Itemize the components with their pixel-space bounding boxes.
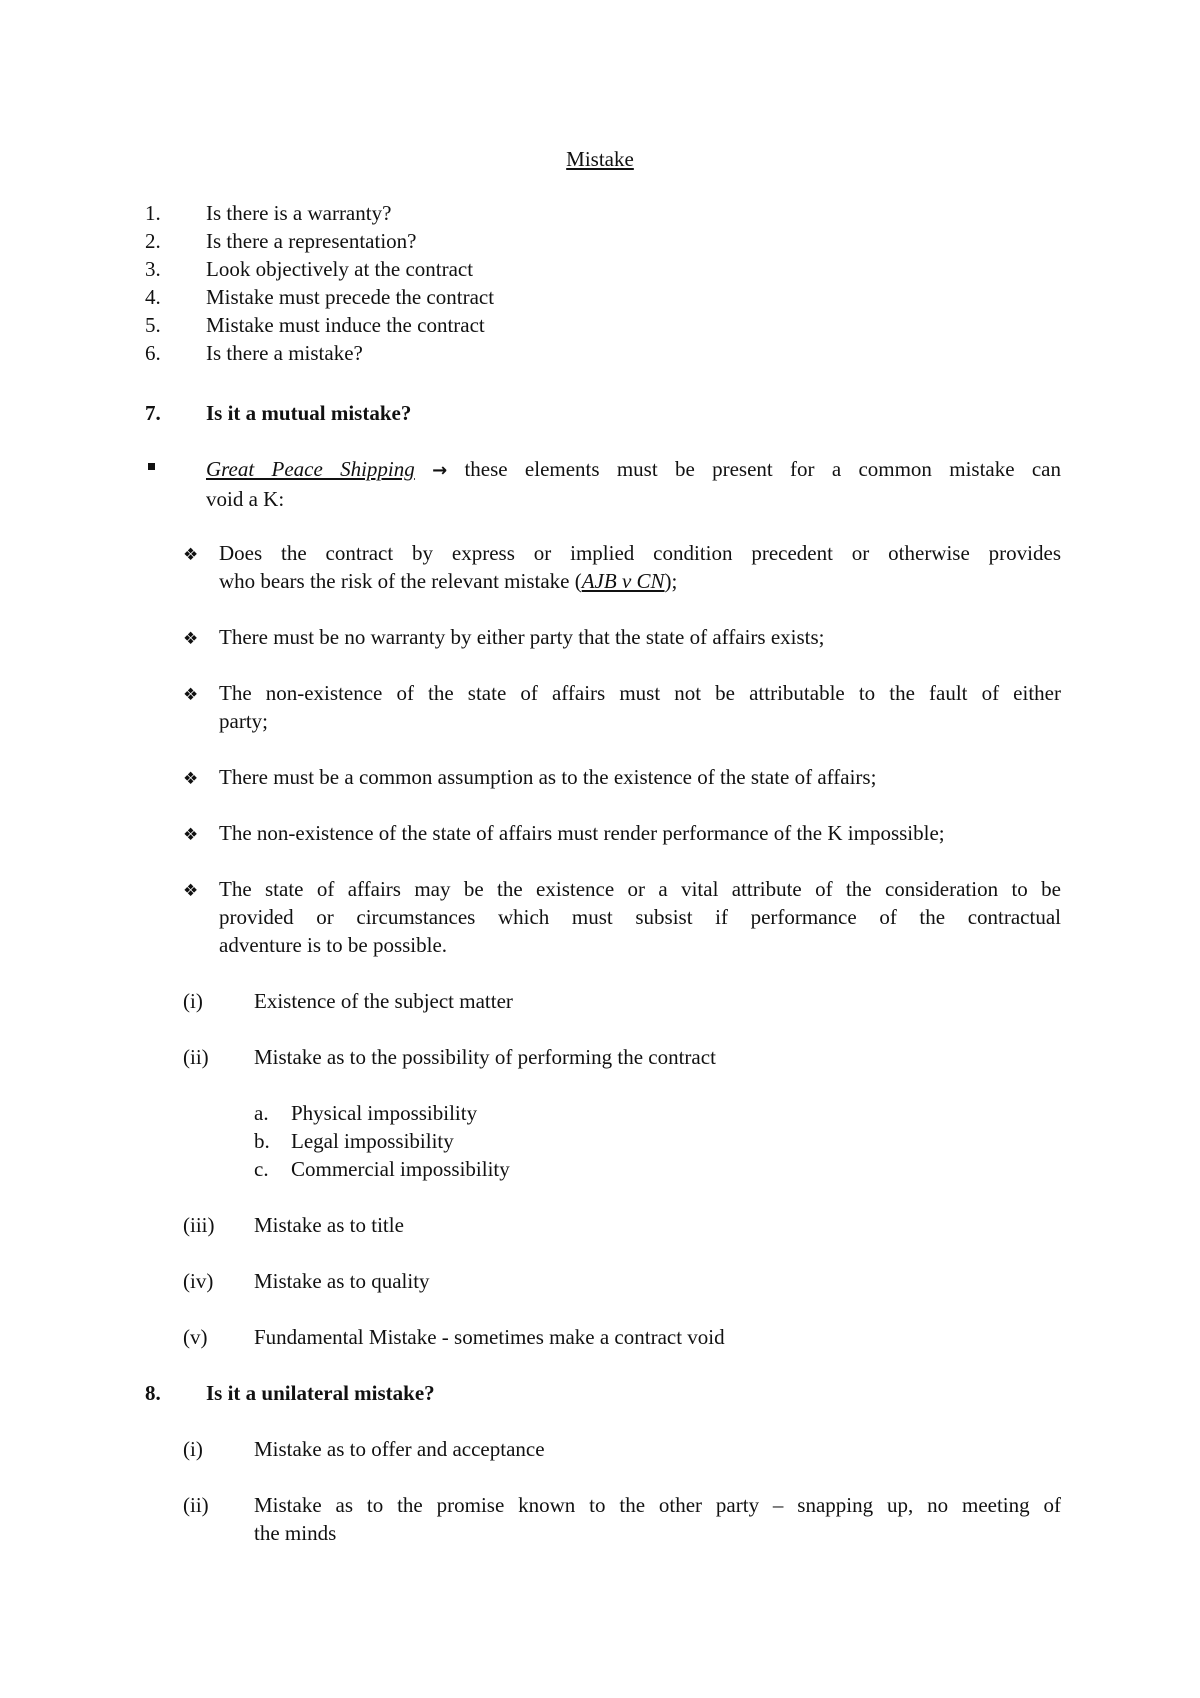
diamond-bullet-icon: ❖ [183, 881, 199, 901]
list-item: Mistake as to title [254, 1213, 404, 1237]
list-item: Mistake as to offer and acceptance [254, 1437, 545, 1461]
element-text: The non-existence of the state of affairs must not be attributable to the fault of either [219, 681, 1061, 705]
list-item: There must be no warranty by either party that the state of affairs exists; [219, 625, 825, 649]
section-8-number: 8. [145, 1381, 161, 1405]
case-text-cont: void a K: [206, 487, 285, 511]
list-item: Mistake as to quality [254, 1269, 430, 1293]
section-8-heading: Is it a unilateral mistake? [206, 1381, 435, 1405]
diamond-bullet-icon: ❖ [183, 545, 199, 565]
list-item: Mistake must induce the contract [206, 313, 485, 337]
list-item-number: 1. [145, 201, 161, 225]
list-item: Is there is a warranty? [206, 201, 392, 225]
list-item: Physical impossibility [291, 1101, 478, 1125]
list-item: Commercial impossibility [291, 1157, 510, 1181]
case-name: Great Peace Shipping [206, 457, 415, 481]
list-item: Is there a representation? [206, 229, 417, 253]
list-item [219, 679, 1061, 735]
list-item: The non-existence of the state of affairs must render performance of the K impossible; [219, 821, 945, 845]
diamond-bullet-icon: ❖ [183, 685, 199, 705]
list-item: Mistake must precede the contract [206, 285, 495, 309]
list-item-number: 5. [145, 313, 161, 337]
roman-numeral: (i) [183, 989, 203, 1013]
list-item-number: 6. [145, 341, 161, 365]
list-item: Look objectively at the contract [206, 257, 474, 281]
list-item: Legal impossibility [291, 1129, 454, 1153]
roman-numeral: (iv) [183, 1269, 214, 1293]
list-item-number: 4. [145, 285, 161, 309]
list-item-number: 3. [145, 257, 161, 281]
element-text: party; [219, 709, 268, 733]
element-text: ); [664, 569, 678, 593]
element-text: Does the contract by express or implied condition precedent or otherwise provides [219, 541, 1061, 565]
element-text: provided or circumstances which must subsist if performance of the contractual [219, 905, 1061, 929]
alpha-marker: b. [254, 1129, 270, 1153]
section-7-heading: Is it a mutual mistake? [206, 401, 412, 425]
list-item: Fundamental Mistake - sometimes make a contract void [254, 1325, 725, 1349]
roman-numeral: (ii) [183, 1493, 209, 1517]
list-item-number: 2. [145, 229, 161, 253]
item-text: the minds [254, 1521, 337, 1545]
arrow-right-icon: → [432, 460, 448, 481]
list-item [219, 875, 1061, 959]
roman-numeral: (ii) [183, 1045, 209, 1069]
list-item: Mistake as to the possibility of performing the contract [254, 1045, 716, 1069]
case-citation: AJB v CN [581, 569, 665, 593]
alpha-marker: a. [254, 1101, 269, 1125]
element-text: adventure is to be possible. [219, 933, 448, 957]
list-item: Existence of the subject matter [254, 989, 513, 1013]
diamond-bullet-icon: ❖ [183, 629, 199, 649]
list-item [219, 539, 1061, 595]
page-title: Mistake [566, 147, 634, 171]
list-item [254, 1491, 1061, 1547]
diamond-bullet-icon: ❖ [183, 769, 199, 789]
list-item: There must be a common assumption as to the existence of the state of affairs; [219, 765, 877, 789]
item-text: Mistake as to the promise known to the other party – snapping up, no meeting of [254, 1493, 1061, 1517]
diamond-bullet-icon: ❖ [183, 825, 199, 845]
list-item: Is there a mistake? [206, 341, 363, 365]
section-7-number: 7. [145, 401, 161, 425]
alpha-marker: c. [254, 1157, 269, 1181]
element-text: who bears the risk of the relevant mistake ( [219, 569, 582, 593]
case-text: these elements must be present for a common mistake can [464, 457, 1061, 481]
element-text: The state of affairs may be the existence or a vital attribute of the consideration to be [219, 877, 1061, 901]
square-bullet-icon [148, 463, 155, 470]
roman-numeral: (v) [183, 1325, 208, 1349]
roman-numeral: (iii) [183, 1213, 215, 1237]
roman-numeral: (i) [183, 1437, 203, 1461]
case-paragraph [206, 455, 1061, 513]
